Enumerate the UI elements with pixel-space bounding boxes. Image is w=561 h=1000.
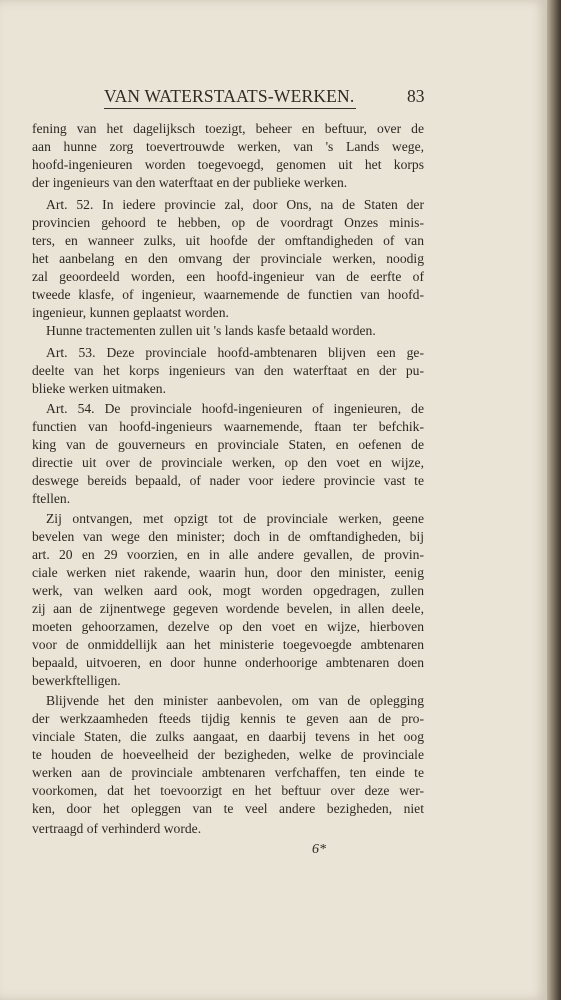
text-line: vinciale Staten, die zulks aangaat, en daarbij tevens in het oog	[32, 729, 424, 744]
header-rule	[104, 108, 356, 109]
text-line: Art. 53. Deze provinciale hoofd-ambtenaren blijven een ge-	[46, 345, 424, 360]
text-line: ken, door het opleggen van te veel andere bezigheden, niet	[32, 801, 424, 816]
book-spine	[547, 0, 561, 1000]
text-line: fening van het dagelijksch toezigt, beheer en beftuur, over de	[32, 121, 424, 136]
text-line: Blijvende het den minister aanbevolen, om van de oplegging	[46, 693, 424, 708]
text-line: ters, en wanneer zulks, uit hoofde der omftandigheden of van	[32, 233, 424, 248]
text-line: art. 20 en 29 voorzien, en in alle andere gevallen, de provin-	[32, 547, 424, 562]
running-title: VAN WATERSTAATS-WERKEN.	[104, 86, 355, 106]
page-number: 83	[407, 86, 425, 106]
text-line: provincien gehoord te hebben, op de voordragt Onzes minis-	[32, 215, 424, 230]
text-line: ftellen.	[32, 491, 71, 506]
text-line: aan hunne zorg toevertrouwde werken, van 's Lands wege,	[32, 139, 424, 154]
text-line: der werkzaamheden fteeds tijdig kennis te geven aan de pro-	[32, 711, 424, 726]
text-line: Art. 52. In iedere provincie zal, door Ons, na de Staten der	[46, 197, 424, 212]
text-line: Hunne tractementen zullen uit 's lands kasfe betaald worden.	[46, 323, 376, 338]
text-line: bepaald, uitvoeren, en door hunne onderhoorige ambtenaren doen	[32, 655, 424, 670]
text-line: deswege bereids bepaald, of nader voor iedere provincie vast te	[32, 473, 424, 488]
text-line: vertraagd of verhinderd worde.	[32, 821, 202, 836]
text-line: werken aan de provinciale ambtenaren verfchaffen, ten einde te	[32, 765, 424, 780]
text-line: het aanbelang en den omvang der provinciale werken, noodig	[32, 251, 424, 266]
text-line: zal geoordeeld worden, een hoofd-ingenieur van de eerfte of	[32, 269, 424, 284]
text-line: king van de gouverneurs en provinciale Staten, en oefenen de	[32, 437, 424, 452]
text-line: moeten gehoorzamen, dezelve op den voet en wijze, hierboven	[32, 619, 424, 634]
text-line: bewerkftelligen.	[32, 673, 121, 688]
text-line: werk, van welken aard ook, mogt worden opgedragen, zullen	[32, 583, 424, 598]
text-line: Zij ontvangen, met opzigt tot de provinciale werken, geene	[46, 511, 424, 526]
text-line: ingenieur, kunnen geplaatst worden.	[32, 305, 229, 320]
text-line: functien van hoofd-ingenieurs waarnemende, ftaan ter befchik-	[32, 419, 424, 434]
text-line: ciale werken niet rakende, waarin hun, door den minister, eenig	[32, 565, 424, 580]
text-line: blieke werken uitmaken.	[32, 381, 166, 396]
text-line: zij aan de zijnentwege gegeven wordende bevelen, in allen deele,	[32, 601, 424, 616]
text-line: hoofd-ingenieuren worden toegevoegd, genomen uit het korps	[32, 157, 424, 172]
text-line: der ingenieurs van den waterftaat en der publieke werken.	[32, 175, 348, 190]
text-line: tweede klasfe, of ingenieur, waarnemende de functien van hoofd-	[32, 287, 424, 302]
text-line: Art. 54. De provinciale hoofd-ingenieuren of ingenieuren, de	[46, 401, 424, 416]
text-line: bevelen van wege den minister; doch in de omftandigheden, bij	[32, 529, 424, 544]
text-line: te houden de hoeveelheid der bezigheden, welke de provinciale	[32, 747, 424, 762]
text-line: deelte van het korps ingenieurs van den waterftaat en der pu-	[32, 363, 424, 378]
text-line: directie uit over de provinciale werken, op den voet en wijze,	[32, 455, 424, 470]
text-line: voor de onmiddellijk aan het ministerie toegevoegde ambtenaren	[32, 637, 424, 652]
text-line: voorkomen, dat het toevoorzigt en het beftuur over deze wer-	[32, 783, 424, 798]
signature-mark: 6*	[312, 842, 326, 857]
